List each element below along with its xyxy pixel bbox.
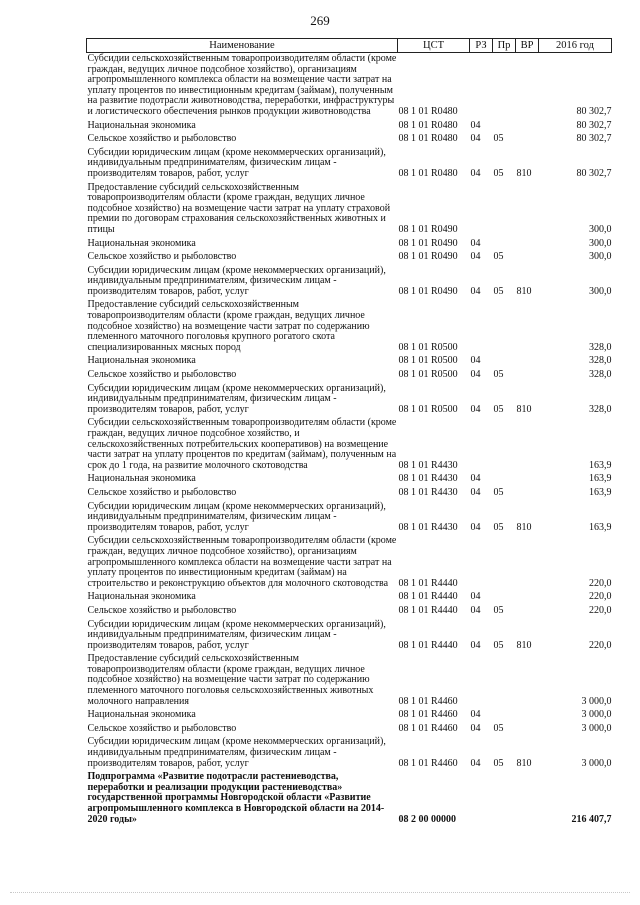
row-amount: 300,0 xyxy=(589,223,612,235)
row-cst: 08 1 01 R0490 xyxy=(398,285,458,297)
row-rz: 04 xyxy=(470,403,481,415)
row-pr xyxy=(493,653,516,709)
table-row xyxy=(87,265,612,300)
row-vr xyxy=(516,487,539,501)
row-cst: 08 1 01 R4430 xyxy=(398,486,458,498)
row-pr: 05 xyxy=(493,604,504,616)
row-rz xyxy=(470,182,493,238)
row-rz xyxy=(470,417,493,473)
table-row xyxy=(87,369,612,383)
row-amount: 328,0 xyxy=(589,341,612,353)
row-vr xyxy=(516,709,539,723)
table-row xyxy=(87,238,612,252)
row-cst: 08 1 01 R4460 xyxy=(398,722,458,734)
row-rz: 04 xyxy=(470,119,481,131)
row-pr: 05 xyxy=(493,167,504,179)
header-cst: ЦСТ xyxy=(398,39,470,53)
table-row xyxy=(87,535,612,591)
row-rz: 04 xyxy=(470,369,481,381)
table-row xyxy=(87,591,612,605)
row-pr xyxy=(493,591,516,605)
row-name: Предоставление субсидий сельскохозяйственным товаропроизводителям области (кроме граждан, ведущих личное подсобное хозяйство) на возмещение части затрат по содержанию племенного маточного поголовья сельскохозяйственных животных молочного направления xyxy=(87,653,374,707)
row-pr: 05 xyxy=(493,486,504,498)
row-name: Сельское хозяйство и рыболовство xyxy=(87,722,237,734)
row-name: Субсидии юридическим лицам (кроме некоммерческих организаций), индивидуальным предпринимателям, физическим лицам - производителям товаров, работ, услуг xyxy=(87,500,386,533)
row-pr: 05 xyxy=(493,369,504,381)
row-name: Национальная экономика xyxy=(87,709,196,721)
row-rz xyxy=(470,653,493,709)
row-cst: 08 1 01 R0480 xyxy=(398,105,458,117)
row-cst: 08 1 01 R4460 xyxy=(398,695,458,707)
header-pr: Пр xyxy=(493,39,516,53)
row-amount: 163,9 xyxy=(589,473,612,485)
header-row xyxy=(87,39,612,53)
row-amount: 220,0 xyxy=(589,591,612,603)
table-row xyxy=(87,771,612,827)
row-amount: 163,9 xyxy=(589,459,612,471)
row-cst: 08 2 00 00000 xyxy=(398,813,456,825)
row-amount: 220,0 xyxy=(589,604,612,616)
row-amount: 3 000,0 xyxy=(581,757,612,769)
row-pr: 05 xyxy=(493,133,504,145)
row-vr xyxy=(516,473,539,487)
row-cst: 08 1 01 R0490 xyxy=(398,223,458,235)
table-body xyxy=(87,53,612,828)
row-rz: 04 xyxy=(470,521,481,533)
row-name: Субсидии юридическим лицам (кроме некоммерческих организаций), индивидуальным предпринимателям, физическим лицам - производителям товаров, работ, услуг xyxy=(87,618,386,651)
row-cst: 08 1 01 R0500 xyxy=(398,403,458,415)
row-pr xyxy=(493,473,516,487)
table-row xyxy=(87,501,612,536)
row-vr xyxy=(516,355,539,369)
row-vr xyxy=(516,238,539,252)
row-cst: 08 1 01 R0480 xyxy=(398,133,458,145)
row-cst: 08 1 01 R4430 xyxy=(398,521,458,533)
table-row xyxy=(87,736,612,771)
row-vr xyxy=(516,605,539,619)
row-vr: 810 xyxy=(516,285,532,297)
row-name: Сельское хозяйство и рыболовство xyxy=(87,369,237,381)
row-rz: 04 xyxy=(470,709,481,721)
row-name: Субсидии юридическим лицам (кроме некоммерческих организаций), индивидуальным предпринимателям, физическим лицам - производителям товаров, работ, услуг xyxy=(87,736,386,769)
row-pr xyxy=(493,182,516,238)
row-vr xyxy=(516,591,539,605)
row-name: Национальная экономика xyxy=(87,591,196,603)
row-cst: 08 1 01 R4440 xyxy=(398,604,458,616)
row-rz: 04 xyxy=(470,473,481,485)
row-amount: 328,0 xyxy=(589,403,612,415)
row-rz: 04 xyxy=(470,639,481,651)
row-cst: 08 1 01 R0490 xyxy=(398,237,458,249)
row-cst: 08 1 01 R0500 xyxy=(398,355,458,367)
row-cst: 08 1 01 R4460 xyxy=(398,709,458,721)
row-pr xyxy=(493,238,516,252)
row-cst: 08 1 01 R0500 xyxy=(398,341,458,353)
row-rz: 04 xyxy=(470,722,481,734)
row-pr: 05 xyxy=(493,521,504,533)
row-cst: 08 1 01 R4430 xyxy=(398,473,458,485)
row-name: Субсидии сельскохозяйственным товаропроизводителям области (кроме граждан, ведущих личное подсобное хозяйство), организациям агропромышленного комплекса области на возмещение части затрат на уплату процентов по инвестиционным кредитам (займам), полученным на развитие подотрасли животноводства, переработки, инфраструктуры и логистического обеспечения рынков продукции животноводства xyxy=(87,53,397,117)
table-row xyxy=(87,133,612,147)
row-name: Субсидии сельскохозяйственным товаропроизводителям области (кроме граждан, ведущих личное подсобное хозяйство, и сельскохозяйственных потребительских кооперативов) на возмещение части затрат на уплату процентов по кредитам (займам), полученным на срок до 1 года, на развитие молочного скотоводства xyxy=(87,417,397,471)
row-pr xyxy=(493,120,516,134)
row-rz xyxy=(470,771,493,827)
row-name: Национальная экономика xyxy=(87,355,196,367)
row-name: Субсидии юридическим лицам (кроме некоммерческих организаций), индивидуальным предпринимателям, физическим лицам - производителям товаров, работ, услуг xyxy=(87,264,386,297)
row-rz: 04 xyxy=(470,285,481,297)
row-name: Подпрограмма «Развитие подотрасли растениеводства, переработки и реализации продукции растениеводства» государственной программы Новгородской области «Развитие агропромышленного комплекса в Новгородской области на 2014-2020 годы» xyxy=(87,771,385,825)
table-row xyxy=(87,709,612,723)
header-year: 2016 год xyxy=(539,39,612,53)
row-rz: 04 xyxy=(470,757,481,769)
header-vr: ВР xyxy=(516,39,539,53)
row-vr xyxy=(516,417,539,473)
row-amount: 328,0 xyxy=(589,355,612,367)
table-row xyxy=(87,182,612,238)
row-amount: 3 000,0 xyxy=(581,709,612,721)
row-rz: 04 xyxy=(470,251,481,263)
row-vr xyxy=(516,723,539,737)
row-rz: 04 xyxy=(470,237,481,249)
row-cst: 08 1 01 R4440 xyxy=(398,639,458,651)
row-vr xyxy=(516,251,539,265)
row-name: Национальная экономика xyxy=(87,237,196,249)
row-vr xyxy=(516,771,539,827)
row-rz xyxy=(470,535,493,591)
row-pr xyxy=(493,355,516,369)
row-amount: 300,0 xyxy=(589,237,612,249)
table-row xyxy=(87,147,612,182)
row-rz: 04 xyxy=(470,604,481,616)
row-pr: 05 xyxy=(493,403,504,415)
header-name: Наименование xyxy=(87,39,398,53)
row-cst: 08 1 01 R0480 xyxy=(398,119,458,131)
table-row xyxy=(87,487,612,501)
row-vr: 810 xyxy=(516,521,532,533)
row-vr: 810 xyxy=(516,403,532,415)
row-vr xyxy=(516,133,539,147)
row-rz: 04 xyxy=(470,355,481,367)
table-row xyxy=(87,299,612,355)
row-name: Предоставление субсидий сельскохозяйственным товаропроизводителям области (кроме граждан, ведущих личное подсобное хозяйство) на возмещение части затрат по содержанию племенного маточного поголовья крупного рогатого скота специализированных мясных пород xyxy=(87,299,370,353)
row-vr xyxy=(516,653,539,709)
row-vr: 810 xyxy=(516,757,532,769)
row-cst: 08 1 01 R4440 xyxy=(398,591,458,603)
row-name: Сельское хозяйство и рыболовство xyxy=(87,486,237,498)
table-row xyxy=(87,53,612,120)
row-vr: 810 xyxy=(516,639,532,651)
table-row xyxy=(87,417,612,473)
row-name: Субсидии юридическим лицам (кроме некоммерческих организаций), индивидуальным предпринимателям, физическим лицам - производителям товаров, работ, услуг xyxy=(87,146,386,179)
row-pr xyxy=(493,417,516,473)
page-number: 269 xyxy=(310,13,330,28)
row-amount: 216 407,7 xyxy=(571,813,612,825)
table-row xyxy=(87,653,612,709)
row-amount: 328,0 xyxy=(589,369,612,381)
row-name: Сельское хозяйство и рыболовство xyxy=(87,133,237,145)
row-amount: 220,0 xyxy=(589,577,612,589)
row-pr: 05 xyxy=(493,285,504,297)
row-amount: 80 302,7 xyxy=(576,133,612,145)
row-rz: 04 xyxy=(470,133,481,145)
row-amount: 3 000,0 xyxy=(581,722,612,734)
table-row xyxy=(87,619,612,654)
table-row xyxy=(87,355,612,369)
row-cst: 08 1 01 R0480 xyxy=(398,167,458,179)
table-row xyxy=(87,251,612,265)
table-row xyxy=(87,605,612,619)
row-rz: 04 xyxy=(470,591,481,603)
row-vr xyxy=(516,369,539,383)
row-pr xyxy=(493,709,516,723)
row-amount: 3 000,0 xyxy=(581,695,612,707)
row-cst: 08 1 01 R0500 xyxy=(398,369,458,381)
row-pr xyxy=(493,299,516,355)
row-amount: 163,9 xyxy=(589,521,612,533)
row-pr: 05 xyxy=(493,757,504,769)
row-vr xyxy=(516,299,539,355)
scan-artifact-line xyxy=(10,892,630,894)
row-name: Национальная экономика xyxy=(87,473,196,485)
row-vr xyxy=(516,182,539,238)
row-cst: 08 1 01 R0490 xyxy=(398,251,458,263)
row-amount: 80 302,7 xyxy=(576,167,612,179)
row-amount: 80 302,7 xyxy=(576,119,612,131)
row-pr xyxy=(493,53,516,120)
budget-table xyxy=(86,38,612,827)
row-cst: 08 1 01 R4460 xyxy=(398,757,458,769)
row-rz xyxy=(470,53,493,120)
row-vr xyxy=(516,535,539,591)
table-header xyxy=(87,39,612,53)
row-rz: 04 xyxy=(470,167,481,179)
row-cst: 08 1 01 R4430 xyxy=(398,459,458,471)
table-row xyxy=(87,723,612,737)
row-amount: 163,9 xyxy=(589,486,612,498)
header-rz: РЗ xyxy=(470,39,493,53)
row-cst: 08 1 01 R4440 xyxy=(398,577,458,589)
row-vr xyxy=(516,53,539,120)
row-pr: 05 xyxy=(493,722,504,734)
row-vr: 810 xyxy=(516,167,532,179)
row-rz: 04 xyxy=(470,486,481,498)
table-row xyxy=(87,383,612,418)
row-pr xyxy=(493,771,516,827)
table-row xyxy=(87,473,612,487)
row-pr xyxy=(493,535,516,591)
row-name: Субсидии юридическим лицам (кроме некоммерческих организаций), индивидуальным предпринимателям, физическим лицам - производителям товаров, работ, услуг xyxy=(87,382,386,415)
row-name: Сельское хозяйство и рыболовство xyxy=(87,251,237,263)
row-name: Сельское хозяйство и рыболовство xyxy=(87,604,237,616)
row-name: Субсидии сельскохозяйственным товаропроизводителям области (кроме граждан, ведущих личное подсобное хозяйство), организациям агропромышленного комплекса области на возмещение части затрат на уплату процентов по инвестиционным кредитам (займам) на строительство и реконструкцию объектов для молочного скотоводства xyxy=(87,535,397,589)
row-name: Национальная экономика xyxy=(87,119,196,131)
row-amount: 220,0 xyxy=(589,639,612,651)
row-amount: 300,0 xyxy=(589,285,612,297)
row-rz xyxy=(470,299,493,355)
row-pr: 05 xyxy=(493,251,504,263)
row-vr xyxy=(516,120,539,134)
row-amount: 300,0 xyxy=(589,251,612,263)
row-pr: 05 xyxy=(493,639,504,651)
row-name: Предоставление субсидий сельскохозяйственным товаропроизводителям области (кроме граждан, ведущих личное подсобное хозяйство) на возмещение части затрат на уплату страховой премии по договорам страхования сельскохозяйственных животных и птицы xyxy=(87,181,391,235)
row-amount: 80 302,7 xyxy=(576,105,612,117)
table-row xyxy=(87,120,612,134)
